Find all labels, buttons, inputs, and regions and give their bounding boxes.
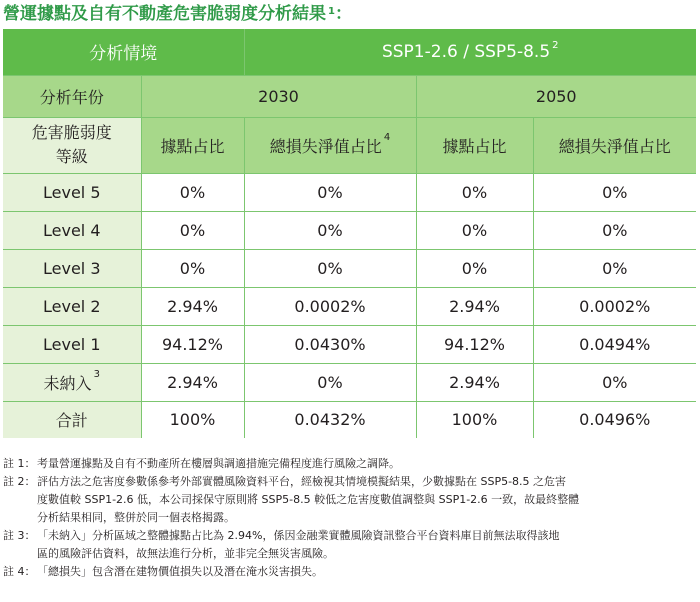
title-text: 營運據點及自有不動產危害脆弱度分析結果 xyxy=(3,4,326,24)
value-cell: 0% xyxy=(244,211,416,249)
level-cell: 合計 xyxy=(3,401,141,438)
value-cell: 0.0002% xyxy=(533,287,696,325)
table-row xyxy=(3,325,696,363)
value-cell: 2.94% xyxy=(141,363,244,401)
footnote-text xyxy=(37,455,697,473)
footnote-label: 註 1： xyxy=(3,457,36,470)
value-cell: 0% xyxy=(533,211,696,249)
level-cell: Level 2 xyxy=(3,287,141,325)
table-row xyxy=(3,363,696,401)
footnote-line: 考量營運據點及自有不動產所在樓層與調適措施完備程度進行風險之調降。 xyxy=(37,457,400,470)
footnote-line: 「總損失」包含潛在建物價值損失以及潛在淹水災害損失。 xyxy=(37,565,323,578)
level-cell xyxy=(3,363,141,401)
footnote-text xyxy=(37,473,697,527)
footnote-line: 評估方法之危害度參數係參考外部實體風險資料平台，經檢視其情境模擬結果，少數據點在 SSP5-8.5 之危害 xyxy=(37,475,567,488)
value-cell: 0.0494% xyxy=(533,325,696,363)
loss-share-footnote-marker: 4 xyxy=(383,131,391,143)
value-cell: 2.94% xyxy=(141,287,244,325)
value-cell: 0% xyxy=(141,211,244,249)
value-cell: 0% xyxy=(533,173,696,211)
value-cell: 0% xyxy=(244,249,416,287)
level-cell: Level 5 xyxy=(3,173,141,211)
value-cell: 2.94% xyxy=(416,363,533,401)
site-share-header-2050: 據點占比 xyxy=(416,117,533,173)
footnotes xyxy=(3,455,697,581)
value-cell: 100% xyxy=(141,401,244,438)
value-cell: 0% xyxy=(141,249,244,287)
site-share-header-2030: 據點占比 xyxy=(141,117,244,173)
footnote-label: 註 3： xyxy=(3,529,36,542)
value-cell: 0.0002% xyxy=(244,287,416,325)
total-row xyxy=(3,401,696,438)
footnote-text xyxy=(37,563,697,581)
table-row xyxy=(3,211,696,249)
value-cell: 0% xyxy=(533,363,696,401)
value-cell: 0.0432% xyxy=(244,401,416,438)
scenario-text: SSP1-2.6 / SSP5-8.5 xyxy=(381,41,551,62)
value-cell: 0.0430% xyxy=(244,325,416,363)
value-cell: 0% xyxy=(533,249,696,287)
level-cell: Level 3 xyxy=(3,249,141,287)
footnote-line: 分析結果相同，整併於同一個表格揭露。 xyxy=(37,511,235,524)
scenario-label: 分析情境 xyxy=(3,29,244,75)
loss-share-header-2030 xyxy=(244,117,416,173)
value-cell: 0% xyxy=(416,249,533,287)
scenario-value xyxy=(244,29,696,75)
footnote-label: 註 4： xyxy=(3,565,36,578)
footnote-line: 區的風險評估資料，故無法進行分析，並非完全無災害風險。 xyxy=(37,547,334,560)
footnote-text xyxy=(37,527,697,563)
loss-share-header-text: 總損失淨值占比 xyxy=(269,136,382,156)
value-cell: 0% xyxy=(416,211,533,249)
title-colon: ： xyxy=(334,4,352,24)
footnote-line: 「未納入」分析區域之整體據點占比為 2.94%，係因金融業實體風險資訊整合平台資料庫目前無法取得該地 xyxy=(37,529,560,542)
level-cell-text: 未納入 xyxy=(43,373,92,393)
scenario-header-row xyxy=(3,29,696,75)
table-row xyxy=(3,249,696,287)
column-header-row xyxy=(3,117,696,173)
value-cell: 0% xyxy=(244,363,416,401)
year-2030: 2030 xyxy=(141,75,416,117)
value-cell: 0% xyxy=(141,173,244,211)
footnote xyxy=(3,473,697,527)
value-cell: 0% xyxy=(416,173,533,211)
loss-share-header-2050: 總損失淨值占比 xyxy=(533,117,696,173)
year-label: 分析年份 xyxy=(3,75,141,117)
vulnerability-level-header xyxy=(3,117,141,173)
footnote-line: 度數值較 SSP1-2.6 低，本公司採保守原則將 SSP5-8.5 較低之危害度數值調整與 SSP1-2.6 一致，故最終整體 xyxy=(37,493,580,506)
footnote xyxy=(3,563,697,581)
footnote xyxy=(3,527,697,563)
value-cell: 94.12% xyxy=(416,325,533,363)
level-header-line2: 等級 xyxy=(55,147,88,166)
scenario-footnote-marker: 2 xyxy=(552,39,559,51)
year-header-row xyxy=(3,75,696,117)
value-cell: 0.0496% xyxy=(533,401,696,438)
table-row xyxy=(3,287,696,325)
value-cell: 100% xyxy=(416,401,533,438)
value-cell: 94.12% xyxy=(141,325,244,363)
value-cell: 2.94% xyxy=(416,287,533,325)
footnote-label: 註 2： xyxy=(3,475,36,488)
footnote xyxy=(3,455,697,473)
level-cell: Level 4 xyxy=(3,211,141,249)
vulnerability-table xyxy=(3,29,696,438)
level-header-line1: 危害脆弱度 xyxy=(31,123,112,142)
table-row xyxy=(3,173,696,211)
year-2050: 2050 xyxy=(416,75,696,117)
page-title xyxy=(3,2,352,26)
excluded-footnote-marker: 3 xyxy=(93,368,100,380)
level-cell: Level 1 xyxy=(3,325,141,363)
title-footnote-marker: 1 xyxy=(328,6,335,17)
value-cell: 0% xyxy=(244,173,416,211)
